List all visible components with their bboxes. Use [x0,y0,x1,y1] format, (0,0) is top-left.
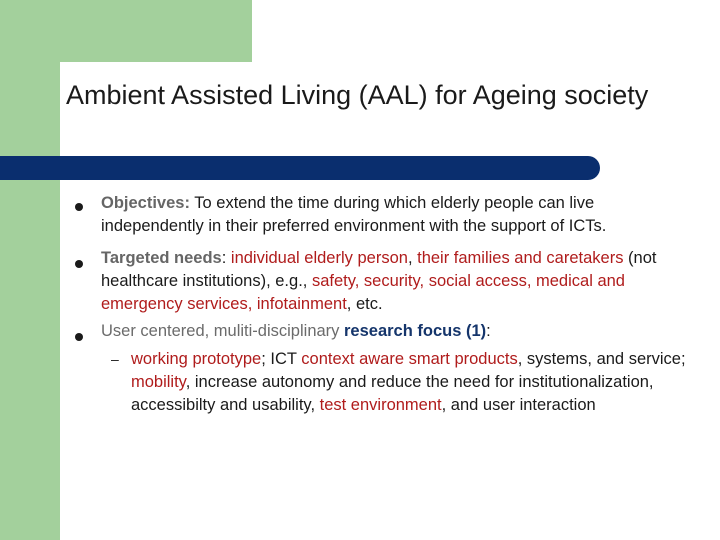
bullet-targeted-needs [101,247,676,316]
sub-bullet-dash: – [111,351,119,367]
bullet-3-seg-0: User centered, muliti-disciplinary [101,322,344,340]
title-underline-bar [0,156,600,180]
sub-seg-3: , systems, and service; [517,350,686,368]
bullet-3-seg-1: research focus (1) [344,322,487,340]
bullet-2-seg-4: their families and caretakers [417,249,624,267]
slide-title: Ambient Assisted Living (AAL) for Ageing society [66,80,649,110]
bullet-2-label: Targeted needs [101,249,222,267]
top-accent-block [0,0,252,62]
bullet-1-label: Objectives: [101,194,190,212]
sub-seg-5: , increase autonomy and reduce the need for institutionalization, accessibilty and usability, [131,373,654,414]
sub-seg-4: mobility [131,373,186,391]
bullet-2-seg-5: (not healthcare institutions), e.g., [101,249,657,290]
sub-bullet-research-details [131,348,696,417]
sub-seg-2: context aware smart products [301,350,518,368]
bullet-2-seg-1: : [221,249,231,267]
bullet-1-text: To extend the time during which elderly people can live independently in their preferred environment with the support of ICTs. [101,194,607,235]
bullet-2-seg-3: , [407,249,418,267]
bullet-2-seg-6: safety, security, social access, medical and emergency services, infotainment [101,272,625,313]
sub-seg-7: , and user interaction [441,396,596,414]
bullet-2-seg-7: , etc. [346,295,383,313]
bullet-dot-2 [75,260,83,268]
bullet-dot-1 [75,203,83,211]
sub-seg-0: working prototype [131,350,262,368]
sub-seg-6: test environment [319,396,442,414]
bullet-research-focus [101,320,676,343]
sub-seg-1: ; ICT [261,350,302,368]
bullet-objectives [101,192,676,238]
bullet-dot-3 [75,333,83,341]
bullet-3-seg-2: : [486,322,491,340]
bullet-2-seg-2: individual elderly person [230,249,408,267]
left-accent-band [0,0,60,540]
